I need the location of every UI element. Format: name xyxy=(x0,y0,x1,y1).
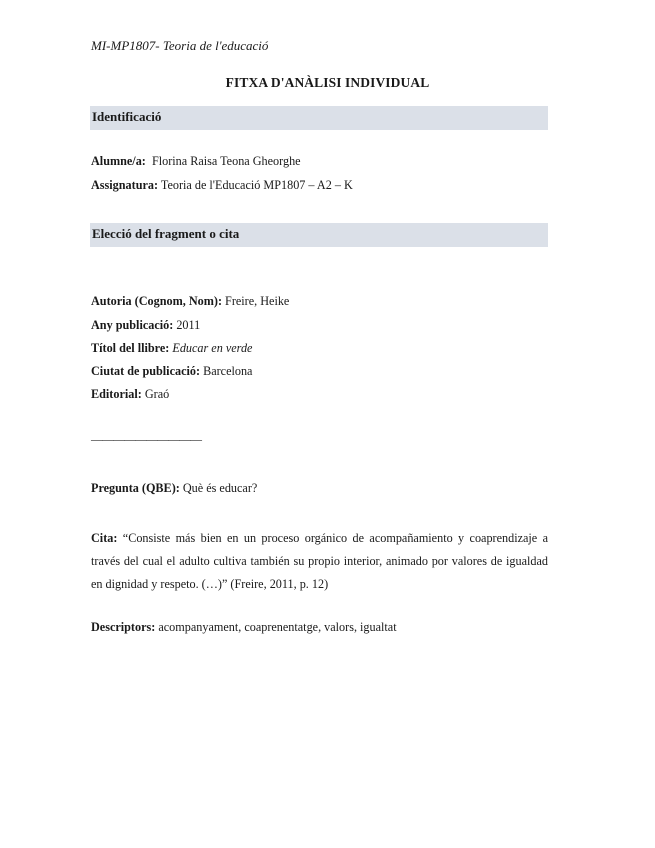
author-label: Autoria (Cognom, Nom): xyxy=(91,294,222,308)
author-value: Freire, Heike xyxy=(225,294,290,308)
subject-label: Assignatura: xyxy=(91,178,159,192)
selection-section-header xyxy=(90,223,548,247)
question-value: Què és educar? xyxy=(182,481,258,495)
question-label: Pregunta (QBE): xyxy=(91,481,180,495)
separator-line: —————————— xyxy=(91,432,201,446)
identification-section-header xyxy=(90,106,548,130)
publisher-value: Graó xyxy=(144,387,170,401)
quote-paragraph xyxy=(91,527,548,596)
publisher-row xyxy=(91,387,169,402)
question-row xyxy=(91,481,257,496)
selection-section-label: Elecció del fragment o cita xyxy=(92,226,240,241)
book-label: Títol del llibre: xyxy=(91,341,170,355)
book-value: Educar en verde xyxy=(172,341,253,355)
course-header-note: MI-MP1807- Teoria de l'educació xyxy=(91,38,269,53)
identification-section-label: Identificació xyxy=(92,109,162,124)
subject-row xyxy=(91,178,353,193)
year-label: Any publicació: xyxy=(91,318,174,332)
descriptors-label: Descriptors: xyxy=(91,620,156,634)
city-value: Barcelona xyxy=(203,364,253,378)
document-title: FITXA D'ANÀLISI INDIVIDUAL xyxy=(225,75,430,90)
descriptors-row xyxy=(91,620,397,635)
student-label: Alumne/a: xyxy=(91,154,146,168)
city-label: Ciutat de publicació: xyxy=(91,364,201,378)
publisher-label: Editorial: xyxy=(91,387,142,401)
student-value: Florina Raisa Teona Gheorghe xyxy=(151,154,301,168)
quote-label: Cita: xyxy=(91,531,118,545)
author-row xyxy=(91,294,289,309)
year-row xyxy=(91,318,200,333)
subject-value: Teoria de l'Educació MP1807 – A2 – K xyxy=(160,178,353,192)
year-value: 2011 xyxy=(176,318,201,332)
book-row xyxy=(91,341,252,356)
city-row xyxy=(91,364,252,379)
student-row xyxy=(91,154,301,169)
descriptors-value: acompanyament, coaprenentatge, valors, igualtat xyxy=(158,620,397,634)
quote-text: “Consiste más bien en un proceso orgánico de acompañamiento y coaprendizaje a través del cual el adulto cultiva también su propio interior, animado por valores de igualdad en dignidad y respeto. (…)” (Freire, 2011, p. 12) xyxy=(91,531,548,591)
